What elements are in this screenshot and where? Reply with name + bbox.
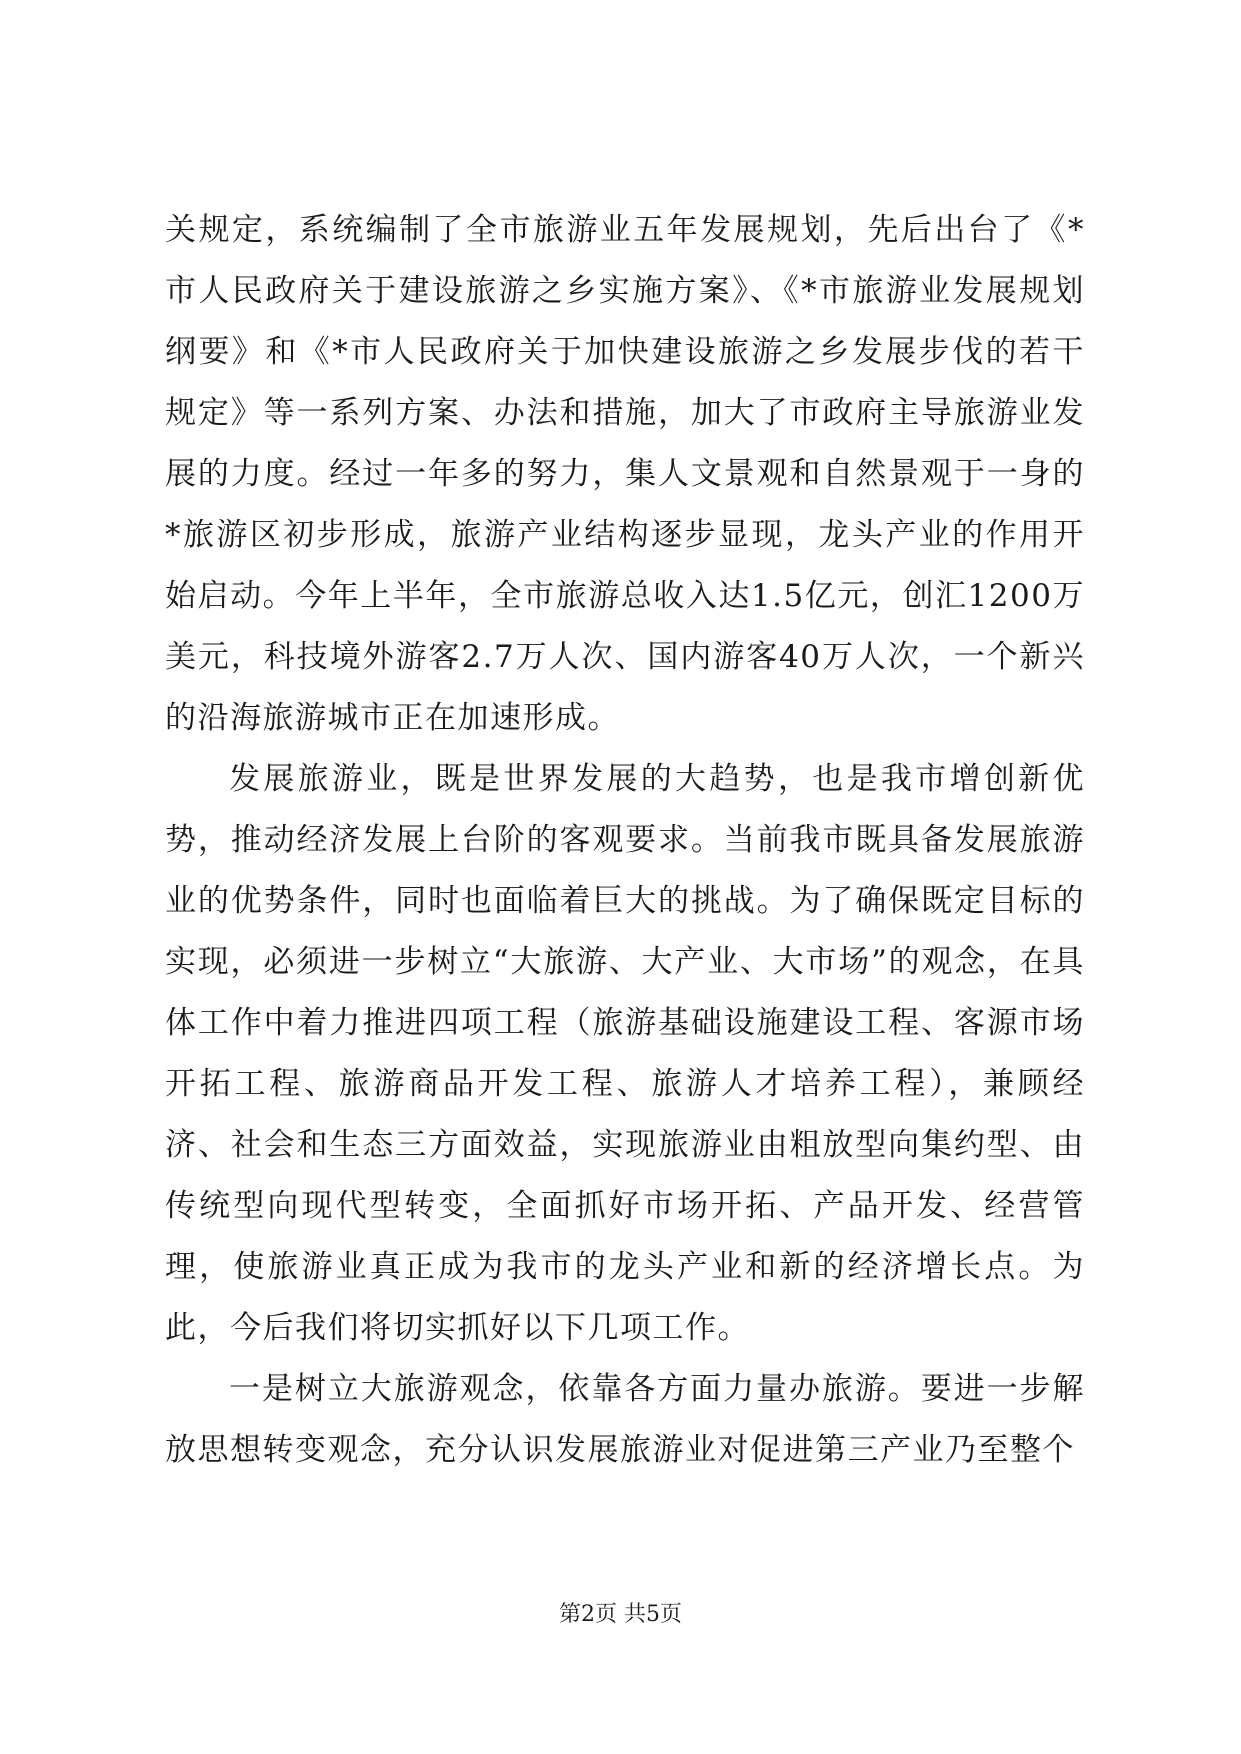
document-body [165,200,1085,1481]
paragraph-tourism-development: 发展旅游业，既是世界发展的大趋势，也是我市增创新优势，推动经济发展上台阶的客观要求。当前我市既具备发展旅游业的优势条件，同时也面临着巨大的挑战。为了确保既定目标的实现，必须进一步树立“大旅游、大产业、大市场”的观念，在具体工作中着力推进四项工程（旅游基础设施建设工程、客源市场开拓工程、旅游商品开发工程、旅游人才培养工程），兼顾经济、社会和生态三方面效益，实现旅游业由粗放型向集约型、由传统型向现代型转变，全面抓好市场开拓、产品开发、经营管理，使旅游业真正成为我市的龙头产业和新的经济增长点。为此，今后我们将切实抓好以下几项工作。 [165,761,1085,1346]
paragraph-first-task: 一是树立大旅游观念，依靠各方面力量办旅游。要进一步解放思想转变观念，充分认识发展旅游业对促进第三产业乃至整个 [165,1371,1085,1468]
page-number-footer: 第2页 共5页 [559,1602,682,1627]
paragraph-continued: 关规定，系统编制了全市旅游业五年发展规划，先后出台了《*市人民政府关于建设旅游之乡实施方案》、《*市旅游业发展规划纲要》和《*市人民政府关于加快建设旅游之乡发展步伐的若干规定》等一系列方案、办法和措施，加大了市政府主导旅游业发展的力度。经过一年多的努力，集人文景观和自然景观于一身的*旅游区初步形成，旅游产业结构逐步显现，龙头产业的作用开始启动。今年上半年，全市旅游总收入达1.5亿元，创汇1200万美元，科技境外游客2.7万人次、国内游客40万人次，一个新兴的沿海旅游城市正在加速形成。 [165,212,1085,736]
